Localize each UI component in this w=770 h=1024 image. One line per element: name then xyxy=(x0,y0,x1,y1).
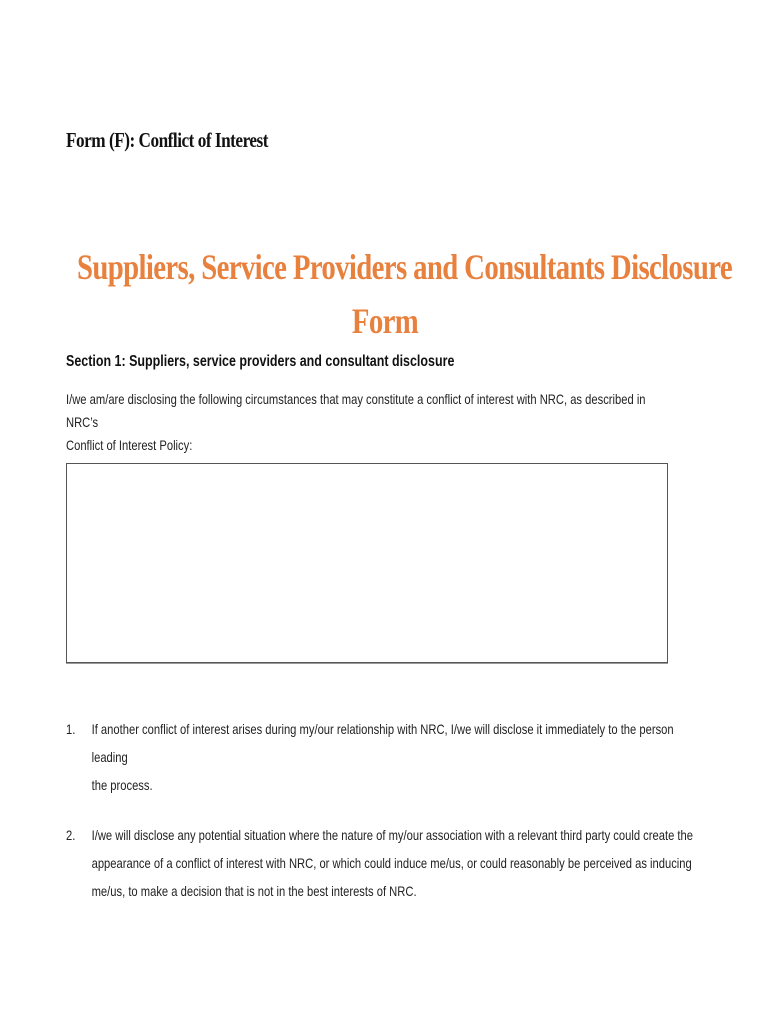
title-line-2: Form xyxy=(351,301,419,341)
terms-list xyxy=(66,715,698,927)
list-item-number: 2. xyxy=(66,827,76,843)
list-item-number: 1. xyxy=(66,721,76,737)
intro-line-1: I/we am/are disclosing the following circumstances that may constitute a conflict of interest with NRC, as described in NRC’s xyxy=(66,391,646,430)
list-item xyxy=(66,715,698,799)
section-1-heading: Section 1: Suppliers, service providers and consultant disclosure xyxy=(66,353,455,370)
disclosure-box[interactable] xyxy=(66,463,668,663)
title-line-1: Suppliers, Service Providers and Consultants Disclosure xyxy=(77,247,732,287)
list-item-line: If another conflict of interest arises during my/our relationship with NRC, I/we will disclose it immediately to the person leading xyxy=(91,721,674,765)
form-label: Form (F): Conflict of Interest xyxy=(66,128,269,152)
list-item-line: appearance of a conflict of interest with NRC, or which could induce me/us, or could reasonably be perceived as inducing xyxy=(91,855,692,871)
disclosure-input[interactable] xyxy=(67,464,671,666)
list-item xyxy=(66,821,698,905)
page-title xyxy=(0,240,770,348)
intro-line-2: Conflict of Interest Policy: xyxy=(66,437,193,453)
list-item-line: the process. xyxy=(91,777,153,793)
section-1-intro xyxy=(66,388,650,457)
list-item-line: I/we will disclose any potential situation where the nature of my/our association with a relevant third party could create the xyxy=(91,827,693,843)
list-item-line: me/us, to make a decision that is not in the best interests of NRC. xyxy=(91,883,417,899)
